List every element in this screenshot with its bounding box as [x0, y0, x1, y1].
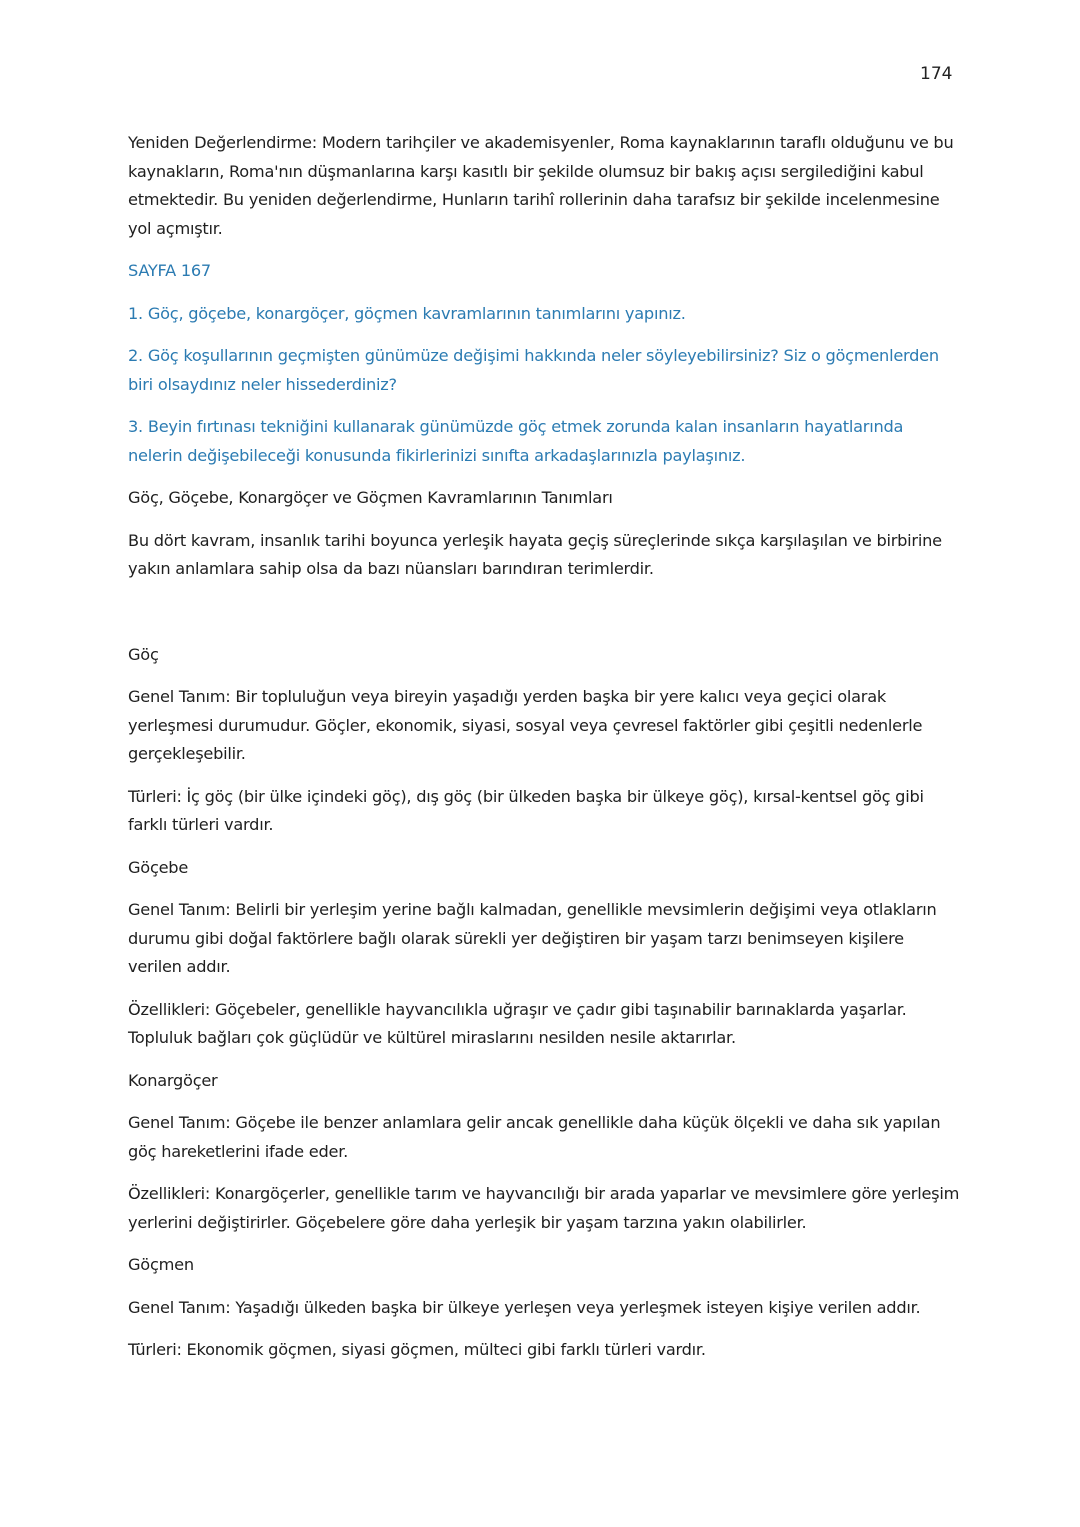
term-detail-goc: Türleri: İç göç (bir ülke içindeki göç), dış göç (bir ülkeden başka bir ülkeye göç), kırsal-kentsel göç gibi farklı türleri vardır. [128, 786, 924, 834]
section-title: SAYFA 167 [128, 261, 211, 280]
term-definition-gocmen: Genel Tanım: Yaşadığı ülkeden başka bir ülkeye yerleşen veya yerleşmek isteyen kişiye verilen addır. [128, 1297, 921, 1317]
document-body [128, 129, 960, 1365]
question-3: 3. Beyin fırtınası tekniğini kullanarak günümüzde göç etmek zorunda kalan insanların hayatlarında nelerin değişebileceği konusunda fikirlerinizi sınıfta arkadaşlarınızla paylaşınız. [128, 417, 904, 465]
question-2: 2. Göç koşullarının geçmişten günümüze değişimi hakkında neler söyleyebilirsiniz? Siz o göçmenlerden biri olsaydınız neler hissederdiniz? [128, 346, 939, 394]
term-heading-goc: Göç [128, 644, 159, 664]
term-detail-konargocer: Özellikleri: Konargöçerler, genellikle tarım ve hayvancılığı bir arada yaparlar ve mevsimlere göre yerleşim yerlerini değiştirirler. Göçebelere göre daha yerleşik bir yaşam tarzına yakın olabilirler. [128, 1184, 960, 1232]
page-number: 174 [920, 64, 953, 84]
term-heading-gocebe: Göçebe [128, 857, 189, 877]
term-definition-gocebe: Genel Tanım: Belirli bir yerleşim yerine bağlı kalmadan, genellikle mevsimlerin değişimi veya otlakların durumu gibi doğal faktörlere bağlı olarak sürekli yer değiştiren bir yaşam tarzı benimseyen kişilere verilen addır. [128, 900, 937, 976]
definitions-heading: Göç, Göçebe, Konargöçer ve Göçmen Kavramlarının Tanımları [128, 488, 613, 507]
reevaluation-paragraph: Yeniden Değerlendirme: Modern tarihçiler ve akademisyenler, Roma kaynaklarının taraflı olduğunu ve bu kaynakların, Roma'nın düşmanlarına karşı kasıtlı bir şekilde olumsuz bir bakış açısı sergilediğini kabul etmektedir. Bu yeniden değerlendirme, Hunların tarihî rollerinin daha tarafsız bir şekilde incelenmesine yol açmıştır. [128, 133, 954, 238]
term-detail-gocebe: Özellikleri: Göçebeler, genellikle hayvancılıkla uğraşır ve çadır gibi taşınabilir barınaklarda yaşarlar. Topluluk bağları çok güçlüdür ve kültürel miraslarını nesilden nesile aktarırlar. [128, 999, 907, 1047]
term-detail-gocmen: Türleri: Ekonomik göçmen, siyasi göçmen, mülteci gibi farklı türleri vardır. [128, 1340, 706, 1359]
term-definition-konargocer: Genel Tanım: Göçebe ile benzer anlamlara gelir ancak genellikle daha küçük ölçekli ve daha sık yapılan göç hareketlerini ifade eder. [128, 1113, 941, 1161]
term-heading-konargocer: Konargöçer [128, 1070, 218, 1090]
term-heading-gocmen: Göçmen [128, 1255, 194, 1274]
question-1: 1. Göç, göçebe, konargöçer, göçmen kavramlarının tanımlarını yapınız. [128, 303, 686, 323]
definitions-intro: Bu dört kavram, insanlık tarihi boyunca yerleşik hayata geçiş süreçlerinde sıkça karşılaşılan ve birbirine yakın anlamlara sahip olsa da bazı nüansları barındıran terimlerdir. [128, 530, 942, 578]
term-definition-goc: Genel Tanım: Bir topluluğun veya bireyin yaşadığı yerden başka bir yere kalıcı veya geçici olarak yerleşmesi durumudur. Göçler, ekonomik, siyasi, sosyal veya çevresel faktörler gibi çeşitli nedenlerle gerçekleşebilir. [128, 687, 923, 763]
